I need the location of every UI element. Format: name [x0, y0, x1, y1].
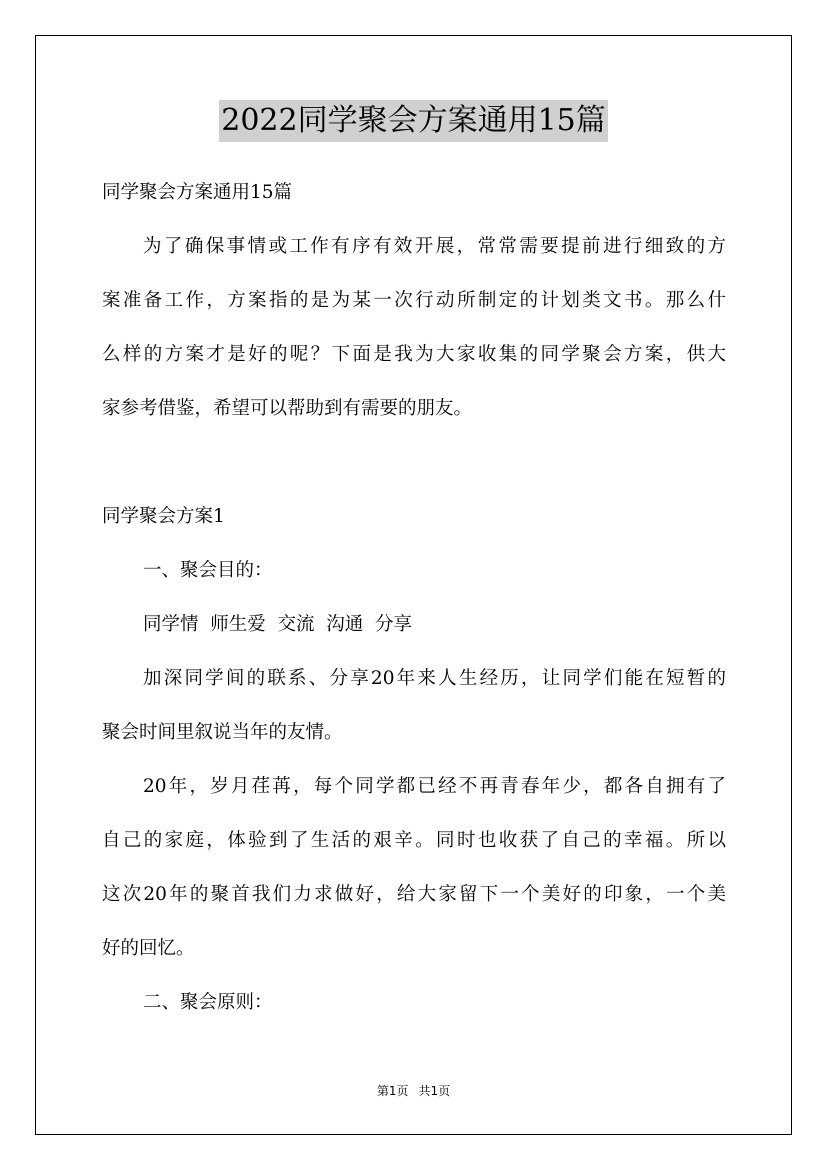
page-total: 共1页	[418, 1084, 451, 1098]
page-number: 第1页	[376, 1084, 409, 1098]
intro-line: 为了确保事情或工作有序有效开展，常常需要提前进行细致的方	[143, 236, 726, 257]
intro-line: 家参考借鉴，希望可以帮助到有需要的朋友。	[102, 398, 473, 419]
principle-heading: 二、聚会原则：	[143, 992, 273, 1013]
blank-line	[102, 440, 726, 494]
paragraph-line: 加深同学间的联系、分享20年来人生经历，让同学们能在短暂的	[143, 668, 726, 689]
paragraph-line: 20年，岁月荏苒，每个同学都已经不再青春年少，都各自拥有了	[143, 776, 726, 797]
title-container	[0, 100, 827, 142]
purpose-heading: 一、聚会目的：	[143, 560, 273, 581]
keywords-line: 同学情 师生爱 交流 沟通 分享	[143, 614, 413, 635]
paragraph-line: 这次20年的聚首我们力求做好，给大家留下一个美好的印象，一个美	[102, 884, 726, 905]
section-heading: 同学聚会方案1	[102, 506, 225, 527]
document-title: 2022同学聚会方案通用15篇	[219, 100, 608, 142]
paragraph-line: 聚会时间里叙说当年的友情。	[102, 722, 343, 743]
paragraph-line: 自己的家庭，体验到了生活的艰辛。同时也收获了自己的幸福。所以	[102, 830, 726, 851]
document-subtitle: 同学聚会方案通用15篇	[102, 182, 293, 203]
paragraph-line: 好的回忆。	[102, 938, 195, 959]
intro-line: 么样的方案才是好的呢？下面是我为大家收集的同学聚会方案，供大	[102, 344, 726, 365]
page-footer	[0, 1082, 827, 1099]
document-body	[102, 170, 726, 1034]
intro-line: 案准备工作，方案指的是为某一次行动所制定的计划类文书。那么什	[102, 290, 726, 311]
